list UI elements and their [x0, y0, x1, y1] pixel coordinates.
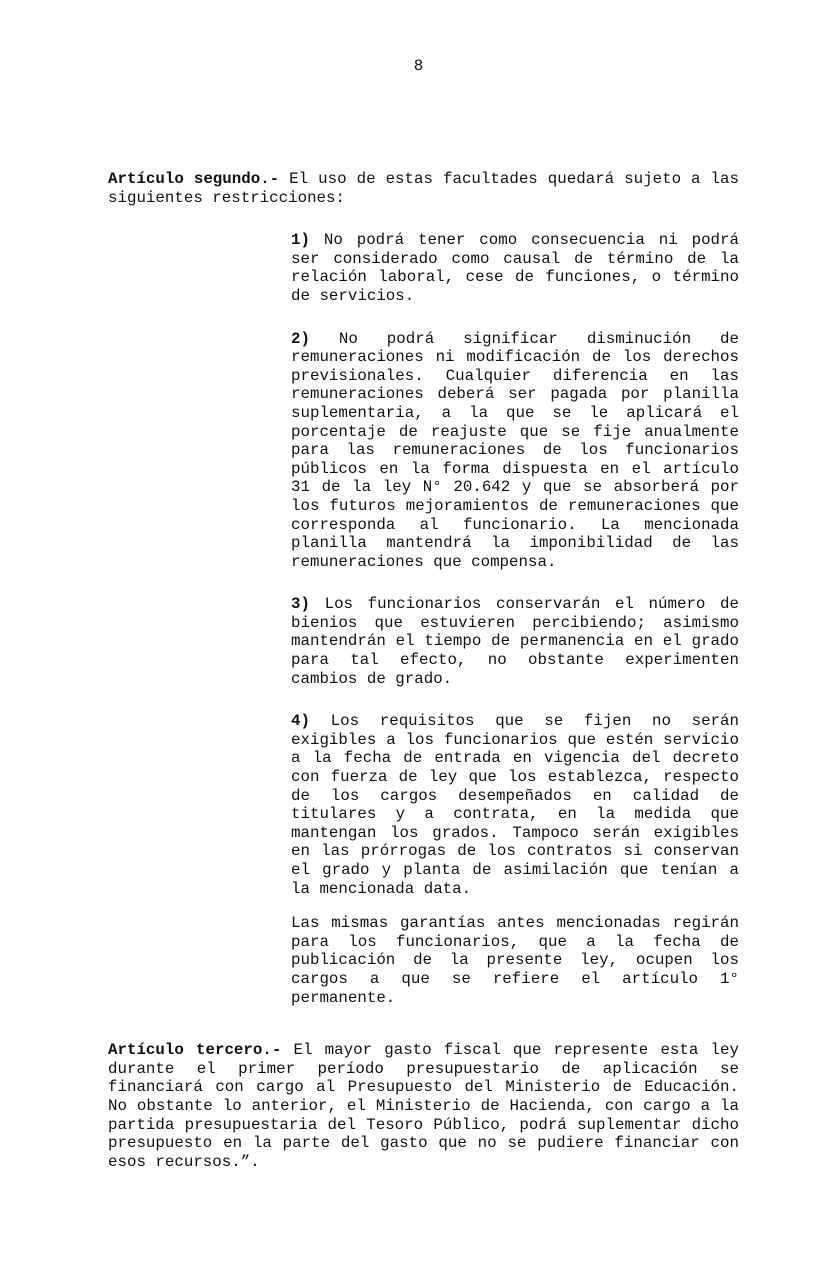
page-number: 8 — [413, 57, 424, 75]
article-3-heading: Artículo tercero.- — [108, 1041, 282, 1060]
article-2-closing: Las mismas garantías antes mencionadas regirán para los funcionarios, que a la fecha de publicación de la presente ley, ocupen los cargos a que se refiere el artículo 1° permanente. — [291, 914, 739, 1007]
article-2-intro-text: El uso de estas facultades quedará sujeto a las siguientes restricciones: — [108, 170, 739, 207]
restriction-2 — [108, 330, 739, 572]
restriction-4-text: Los requisitos que se fijen no serán exigibles a los funcionarios que estén servicio a la fecha de entrada en vigencia del decreto con fuerza de ley que los establezca, respecto de los cargos desempeñados en calidad de titulares y a contrata, en la medida que mantengan los grados. Tampoco serán exigibles en las prórrogas de los contratos si conservan el grado y planta de asimilación que tenían a la mencionada data. — [291, 712, 739, 898]
document-body — [108, 170, 739, 1171]
article-3 — [108, 1041, 739, 1171]
restriction-4-number: 4) — [291, 712, 310, 731]
restriction-2-number: 2) — [291, 329, 310, 348]
restriction-3 — [108, 595, 739, 688]
article-2-intro — [108, 170, 739, 207]
restriction-4 — [108, 712, 739, 898]
restriction-3-text: Los funcionarios conservarán el número de bienios que estuvieren percibiendo; asimismo mantendrán el tiempo de permanencia en el grado para tal efecto, no obstante experimenten cambios de grado. — [291, 595, 739, 688]
article-3-text: El mayor gasto fiscal que represente esta ley durante el primer período presupuestario de aplicación se financiará con cargo al Presupuesto del Ministerio de Educación. No obstante lo anterior, el Ministerio de Hacienda, con cargo a la partida presupuestaria del Tesoro Público, podrá suplementar dicho presupuesto en la parte del gasto que no se pudiere financiar con esos recursos.”. — [108, 1041, 739, 1171]
restriction-1 — [108, 231, 739, 305]
article-2-heading: Artículo segundo.- — [108, 170, 280, 188]
restriction-1-number: 1) — [291, 231, 310, 250]
restriction-3-number: 3) — [291, 595, 310, 614]
restriction-2-text: No podrá significar disminución de remuneraciones ni modificación de los derechos previsionales. Cualquier diferencia en las remuneraciones deberá ser pagada por planilla suplementaria, a la que se le aplicará el porcentaje de reajuste que se fije anualmente para las remuneraciones de los funcionarios públicos en la forma dispuesta en el artículo 31 de la ley N° 20.642 y que se absorberá por los futuros mejoramientos de remuneraciones que corresponda al funcionario. La mencionada planilla mantendrá la imponibilidad de las remuneraciones que compensa. — [291, 329, 739, 571]
restriction-1-text: No podrá tener como consecuencia ni podrá ser considerado como causal de término de la relación laboral, cese de funciones, o término de servicios. — [291, 231, 739, 305]
